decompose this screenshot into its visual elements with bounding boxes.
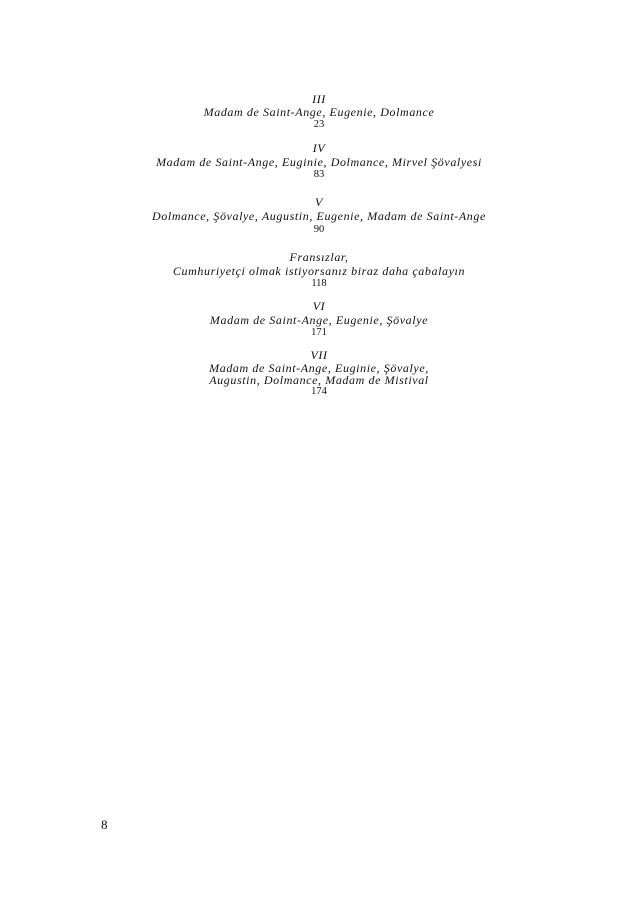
section-page-number: 118 xyxy=(311,278,327,289)
page-number: 8 xyxy=(101,817,108,832)
section-numeral: V xyxy=(315,195,323,209)
section-characters: Madam de Saint-Ange, Euginie, Dolmance, Mirvel Şövalyesi xyxy=(156,155,482,169)
section-characters: Madam de Saint-Ange, Eugenie, Şövalye xyxy=(209,313,429,327)
section-page-number: 174 xyxy=(311,386,327,397)
section-characters: Madam de Saint-Ange, Euginie, Şövalye, xyxy=(209,361,429,375)
section-page-number: 171 xyxy=(311,327,327,338)
section-heading: Fransızlar, xyxy=(289,250,349,264)
section-numeral: III xyxy=(312,92,326,106)
section-characters: Dolmance, Şövalye, Augustin, Eugenie, Madam de Saint-Ange xyxy=(152,209,486,223)
section-numeral: VII xyxy=(310,348,328,362)
section-numeral: IV xyxy=(312,141,326,155)
section-page-number: 83 xyxy=(313,169,325,180)
section-characters: Madam de Saint-Ange, Eugenie, Dolmance xyxy=(203,105,435,119)
section-page-number: 23 xyxy=(313,119,325,130)
section-characters: Augustin, Dolmance, Madam de Mistival xyxy=(209,373,429,387)
section-title: Cumhuriyetçi olmak istiyorsanız biraz daha çabalayın xyxy=(172,264,466,278)
section-numeral: VI xyxy=(312,299,326,313)
section-page-number: 90 xyxy=(313,224,325,235)
